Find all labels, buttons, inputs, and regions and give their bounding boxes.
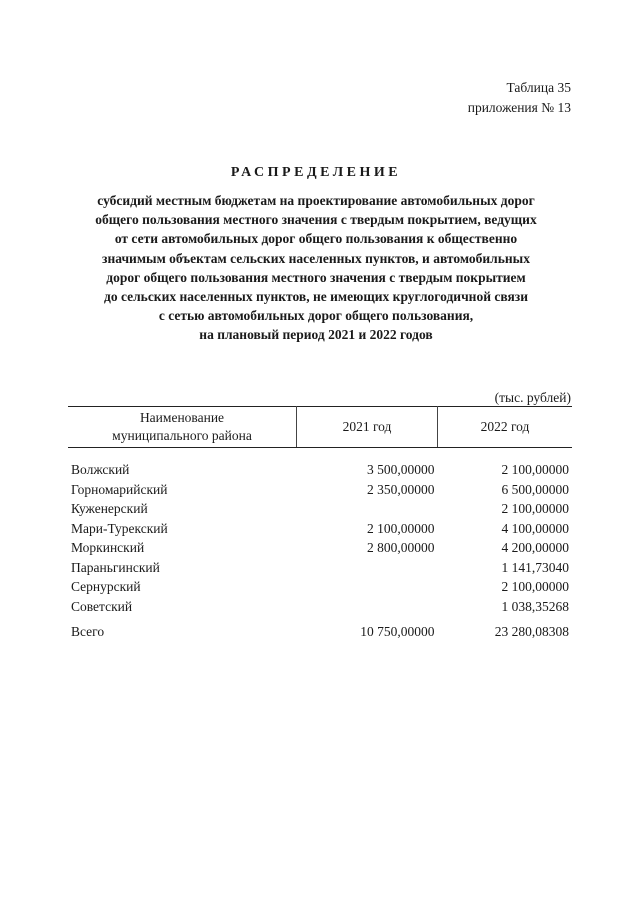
column-header-name-line1: Наименование [139, 410, 225, 425]
distribution-table-container [68, 406, 572, 642]
subtitle-line: значимым объектам сельских населенных пунктов, и автомобильных [102, 250, 530, 266]
total-2022: 23 280,08308 [494, 624, 569, 639]
value-2022: 2 100,00000 [501, 462, 569, 477]
table-number: Таблица 35 [506, 80, 571, 95]
column-header-name-line2: муниципального района [112, 428, 252, 443]
value-2022: 1 141,73040 [501, 559, 569, 575]
value-2021: 3 500,00000 [367, 462, 435, 477]
value-2022: 1 038,35268 [501, 598, 569, 614]
value-2022: 4 200,00000 [501, 540, 569, 555]
value-2021: 2 800,00000 [367, 540, 435, 555]
value-2022: 2 100,00000 [501, 579, 569, 594]
table-row [68, 538, 572, 558]
table-row [68, 577, 572, 597]
table-row [68, 480, 572, 500]
subtitle-line: общего пользования местного значения с твердым покрытием, ведущих [95, 212, 537, 228]
total-2021: 10 750,00000 [360, 624, 435, 639]
table-row [68, 519, 572, 539]
value-2021: 2 100,00000 [367, 520, 435, 536]
value-2021 [297, 558, 438, 578]
district-name: Параньгинский [71, 559, 160, 575]
district-name: Мари-Турекский [71, 520, 168, 536]
table-row [68, 597, 572, 617]
table-header-row [68, 407, 572, 448]
subtitle-line: от сети автомобильных дорог общего пользования к общественно [114, 231, 518, 247]
district-name: Сернурский [71, 579, 141, 594]
units-label: (тыс. рублей) [494, 390, 571, 405]
subtitle-line: с сетью автомобильных дорог общего пользования, [158, 308, 474, 324]
column-header-name [68, 407, 297, 448]
subtitle-line: на плановый период 2021 и 2022 годов [199, 327, 433, 343]
distribution-table [68, 406, 572, 642]
value-2021: 2 350,00000 [367, 481, 435, 497]
value-2022: 4 100,00000 [501, 520, 569, 536]
column-header-2021: 2021 год [297, 407, 438, 448]
appendix-number: приложения № 13 [467, 100, 571, 115]
value-2021 [297, 499, 438, 519]
document-title: РАСПРЕДЕЛЕНИЕ [230, 165, 402, 180]
district-name: Горномарийский [71, 481, 168, 497]
district-name: Советский [71, 598, 133, 614]
value-2022: 6 500,00000 [501, 481, 569, 497]
table-row [68, 558, 572, 578]
column-header-2022: 2022 год [438, 407, 573, 448]
district-name: Моркинский [71, 540, 145, 555]
document-heading [66, 165, 566, 345]
district-name: Куженерский [71, 501, 148, 516]
table-row [68, 499, 572, 519]
table-reference [468, 78, 571, 118]
total-label: Всего [71, 624, 105, 639]
value-2021 [297, 577, 438, 597]
subtitle-line: дорог общего пользования местного значения с твердым покрытием [106, 269, 526, 285]
value-2022: 2 100,00000 [501, 501, 569, 516]
value-2021 [297, 597, 438, 617]
table-row [68, 448, 572, 480]
district-name: Волжский [71, 462, 130, 477]
subtitle-line: до сельских населенных пунктов, не имеющих круглогодичной связи [104, 289, 528, 305]
total-row [68, 616, 572, 642]
subtitle-line: субсидий местным бюджетам на проектирование автомобильных дорог [97, 193, 535, 208]
